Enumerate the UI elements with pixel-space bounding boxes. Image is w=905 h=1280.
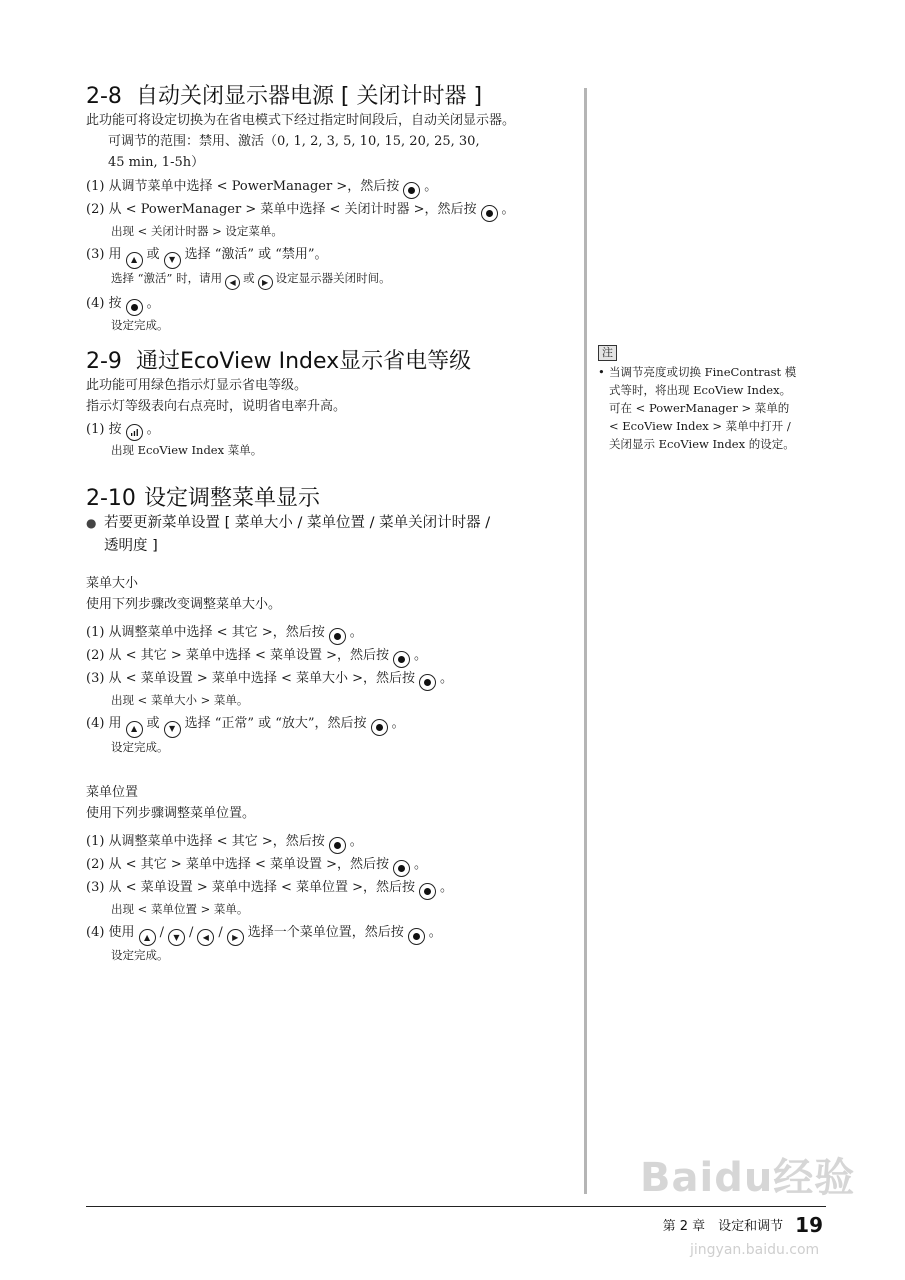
step-text: (1) 从调整菜单中选择 < 其它 >，然后按 bbox=[86, 625, 325, 640]
subheading-menu-size: 菜单大小 bbox=[86, 576, 139, 591]
step-text: (2) 从 < 其它 > 菜单中选择 < 菜单设置 >，然后按 bbox=[86, 856, 390, 872]
or-text: 或 bbox=[146, 247, 160, 262]
pos-step-4-note: 设定完成。 bbox=[111, 948, 169, 962]
right-button-icon: ▶ bbox=[258, 275, 273, 290]
watermark-url: jingyan.baidu.com bbox=[690, 1242, 820, 1258]
footer-rule bbox=[86, 1206, 826, 1207]
pos-step-3 bbox=[86, 877, 490, 900]
intro-text: 此功能可将设定切换为在省电模式下经过指定时间段后，自动关闭显示器。 bbox=[86, 113, 516, 128]
slash: / bbox=[218, 924, 223, 940]
note-text: 关闭显示 EcoView Index 的设定。 bbox=[609, 437, 795, 451]
down-button-icon: ▼ bbox=[164, 721, 181, 738]
note-bullet-icon: • bbox=[598, 365, 605, 379]
note-text: < EcoView Index > 菜单中打开 / bbox=[609, 419, 791, 433]
section-2-9-heading bbox=[86, 349, 471, 375]
pos-step-1 bbox=[86, 831, 490, 854]
step-3-note bbox=[86, 269, 515, 291]
enter-button-icon bbox=[126, 299, 143, 316]
step-2-note: 出现 < 关闭计时器 > 设定菜单。 bbox=[111, 224, 283, 238]
enter-button-icon bbox=[408, 928, 425, 945]
step-1 bbox=[86, 176, 515, 199]
pos-step-2 bbox=[86, 854, 490, 877]
chapter-label: 第 2 章 设定和调节 bbox=[662, 1219, 784, 1234]
note-body bbox=[598, 363, 826, 453]
period: 。 bbox=[391, 716, 405, 731]
column-divider bbox=[584, 88, 587, 1194]
enter-button-icon bbox=[393, 651, 410, 668]
period: 。 bbox=[146, 296, 160, 311]
section-number: 2-8 bbox=[86, 84, 122, 109]
paragraph: 使用下列步骤改变调整菜单大小。 bbox=[86, 597, 282, 612]
pos-step-3-note: 出现 < 菜单位置 > 菜单。 bbox=[111, 901, 249, 916]
step-text: (2) 从 < PowerManager > 菜单中选择 < 关闭计时器 >，然后按 bbox=[86, 202, 477, 217]
section-2-8-heading bbox=[86, 84, 515, 110]
step-1-note: 出现 EcoView Index 菜单。 bbox=[111, 443, 263, 457]
left-button-icon: ◀ bbox=[225, 275, 240, 290]
enter-button-icon bbox=[481, 205, 498, 222]
down-button-icon: ▼ bbox=[164, 252, 181, 269]
note-text: 当调节亮度或切换 FineContrast 模 bbox=[609, 365, 797, 379]
bullet-item bbox=[86, 512, 490, 558]
step-text: (2) 从 < 其它 > 菜单中选择 < 菜单设置 >，然后按 bbox=[86, 648, 390, 663]
note-tag: 注 bbox=[598, 345, 617, 361]
section-2-8 bbox=[86, 84, 515, 335]
side-note bbox=[598, 343, 826, 453]
slash: / bbox=[159, 924, 164, 940]
range-text-line1: 可调节的范围：禁用、激活（0, 1, 2, 3, 5, 10, 15, 20, 25, 30, bbox=[108, 134, 480, 149]
paragraph: 此功能可用绿色指示灯显示省电等级。 bbox=[86, 378, 308, 393]
note-text: 设定显示器关闭时间。 bbox=[275, 270, 391, 285]
enter-button-icon bbox=[329, 837, 346, 854]
page-number: 19 bbox=[795, 1213, 823, 1237]
note-text: 可在 < PowerManager > 菜单的 bbox=[609, 401, 790, 415]
period: 。 bbox=[440, 671, 454, 686]
footer bbox=[663, 1213, 823, 1237]
step-text: 选择 “激活” 或 “禁用”。 bbox=[184, 247, 328, 262]
section-number: 2-9 bbox=[86, 349, 122, 374]
paragraph: 指示灯等级表向右点亮时，说明省电率升高。 bbox=[86, 399, 347, 414]
watermark-logo: Baidu经验 bbox=[640, 1155, 856, 1201]
period: 。 bbox=[414, 856, 428, 872]
range-text-line2: 45 min, 1-5h） bbox=[108, 155, 205, 170]
period: 。 bbox=[414, 648, 428, 663]
size-step-2 bbox=[86, 645, 490, 668]
step-4-note: 设定完成。 bbox=[111, 318, 169, 332]
bullet-text: 透明度 ] bbox=[104, 538, 158, 554]
period: 。 bbox=[440, 879, 454, 895]
eco-index-button-icon bbox=[126, 424, 143, 441]
period: 。 bbox=[501, 202, 515, 217]
section-title: 设定调整菜单显示 bbox=[143, 486, 320, 511]
step-text: (1) 从调整菜单中选择 < 其它 >，然后按 bbox=[86, 833, 325, 849]
step-text: (4) 用 bbox=[86, 716, 122, 731]
bullet-dot-icon: ● bbox=[86, 516, 97, 530]
section-2-10 bbox=[86, 486, 490, 965]
section-title: 通过EcoView Index显示省电等级 bbox=[135, 349, 472, 374]
slash: / bbox=[188, 924, 194, 940]
enter-button-icon bbox=[403, 182, 420, 199]
enter-button-icon bbox=[393, 860, 410, 877]
right-button-icon: ▶ bbox=[227, 929, 244, 946]
subheading-menu-position: 菜单位置 bbox=[86, 784, 139, 800]
step-1 bbox=[86, 419, 471, 441]
left-button-icon: ◀ bbox=[197, 929, 214, 946]
enter-button-icon bbox=[419, 883, 436, 900]
section-2-10-heading bbox=[86, 486, 490, 512]
section-number: 2-10 bbox=[86, 486, 136, 511]
period: 。 bbox=[428, 924, 442, 940]
step-text: (1) 按 bbox=[86, 422, 122, 437]
step-text: (4) 使用 bbox=[86, 924, 135, 940]
up-button-icon: ▲ bbox=[126, 721, 143, 738]
note-text: 选择 “激活” 时，请用 bbox=[111, 270, 223, 285]
period: 。 bbox=[146, 422, 160, 437]
period: 。 bbox=[424, 179, 438, 194]
paragraph: 使用下列步骤调整菜单位置。 bbox=[86, 805, 256, 821]
size-step-1 bbox=[86, 622, 490, 645]
step-text: 选择一个菜单位置，然后按 bbox=[247, 924, 404, 940]
step-text: (3) 从 < 菜单设置 > 菜单中选择 < 菜单位置 >，然后按 bbox=[86, 879, 416, 895]
pos-step-4 bbox=[86, 922, 490, 947]
step-text: (1) 从调节菜单中选择 < PowerManager >，然后按 bbox=[86, 179, 400, 194]
step-3 bbox=[86, 244, 515, 269]
down-button-icon: ▼ bbox=[168, 929, 185, 946]
bullet-text: 若要更新菜单设置 [ 菜单大小 / 菜单位置 / 菜单关闭计时器 / bbox=[104, 515, 491, 531]
enter-button-icon bbox=[419, 674, 436, 691]
enter-button-icon bbox=[371, 719, 388, 736]
section-2-9 bbox=[86, 349, 471, 460]
size-step-4 bbox=[86, 713, 490, 738]
size-step-3 bbox=[86, 668, 490, 691]
up-button-icon: ▲ bbox=[139, 929, 156, 946]
up-button-icon: ▲ bbox=[126, 252, 143, 269]
period: 。 bbox=[349, 625, 363, 640]
size-step-3-note: 出现 < 菜单大小 > 菜单。 bbox=[111, 693, 249, 707]
period: 。 bbox=[349, 833, 363, 849]
step-text: 选择 “正常” 或 “放大”，然后按 bbox=[184, 716, 367, 731]
section-title: 自动关闭显示器电源 [ 关闭计时器 ] bbox=[135, 84, 483, 109]
enter-button-icon bbox=[329, 628, 346, 645]
note-text: 式等时，将出现 EcoView Index。 bbox=[609, 383, 792, 397]
size-step-4-note: 设定完成。 bbox=[111, 739, 169, 754]
step-text: (3) 从 < 菜单设置 > 菜单中选择 < 菜单大小 >，然后按 bbox=[86, 671, 416, 686]
step-2 bbox=[86, 199, 515, 222]
step-text: (3) 用 bbox=[86, 247, 122, 262]
step-text: (4) 按 bbox=[86, 296, 122, 311]
step-4 bbox=[86, 293, 515, 316]
or-text: 或 bbox=[146, 716, 160, 731]
or-text: 或 bbox=[243, 270, 255, 285]
